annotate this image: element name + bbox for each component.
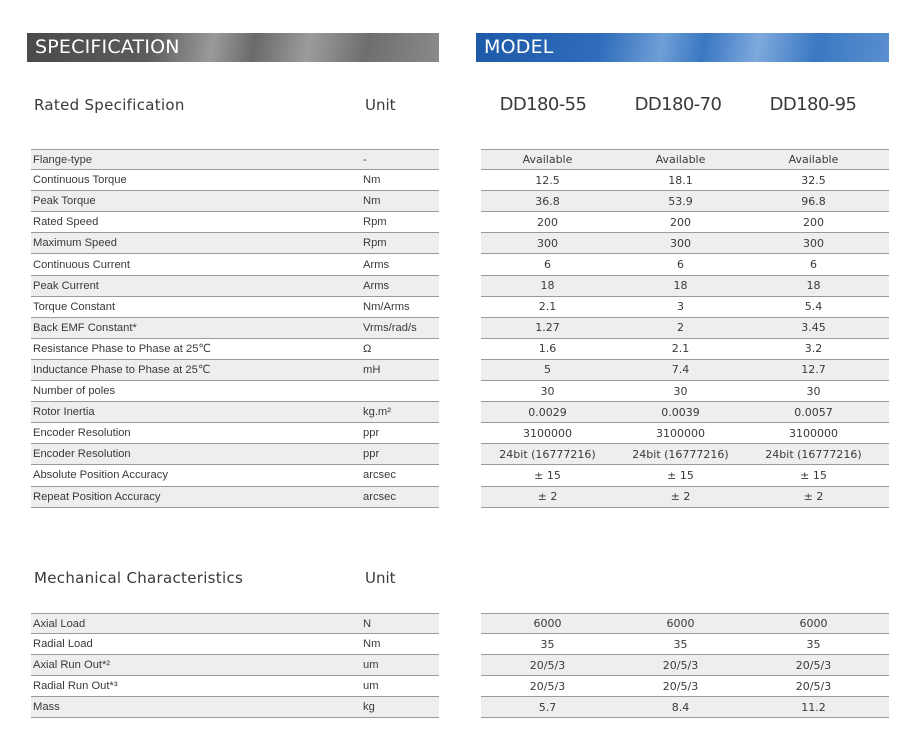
value-cell: 3.45 [801,321,826,335]
value-cell: 200 [803,215,824,229]
value-cell: 11.2 [801,700,826,714]
value-cell: 6000 [533,617,562,631]
table-row [481,297,889,318]
row-label: Back EMF Constant* [33,321,137,334]
model-name-1: DD180-55 [499,94,587,115]
model-header: MODEL [476,33,889,62]
value-cell: 8.4 [671,700,690,714]
value-cell: 20/5/3 [662,679,699,693]
row-label: Torque Constant [33,300,116,313]
row-unit: Ω [363,342,372,355]
model-name-2: DD180-70 [634,94,722,115]
model-name-3: DD180-95 [769,94,857,115]
value-cell: 20/5/3 [795,679,832,693]
value-cell: 7.4 [671,363,690,377]
table-row [31,212,439,233]
mechanical-unit-title: Unit [365,569,396,587]
value-cell: ± 2 [537,490,558,504]
mechanical-table [31,613,439,718]
row-unit: um [363,659,379,672]
value-cell: 20/5/3 [529,679,566,693]
row-unit: ppr [363,427,380,440]
value-cell: 2.1 [671,342,690,356]
table-row [31,254,439,275]
table-row [481,276,889,297]
value-cell: 20/5/3 [529,658,566,672]
table-row [481,676,889,697]
row-unit: ppr [363,448,380,461]
value-cell: 3 [677,300,684,314]
value-cell: 18 [673,279,688,293]
table-row [481,655,889,676]
row-unit: kg.m² [363,406,391,419]
row-unit: arcsec [363,490,396,503]
table-row [481,402,889,423]
value-cell: 5.7 [538,700,557,714]
row-unit: - [363,153,367,166]
value-cell: 30 [806,384,821,398]
row-label: Maximum Speed [33,237,117,250]
table-row [481,444,889,465]
table-row [481,254,889,275]
table-row [31,444,439,465]
value-cell: 5.4 [804,300,823,314]
table-row [31,149,439,170]
row-unit: Vrms/rad/s [363,321,417,334]
row-label: Rotor Inertia [33,406,95,419]
table-row [481,613,889,634]
table-row [481,634,889,655]
row-unit: kg [363,701,375,714]
value-cell: 0.0039 [661,405,700,419]
table-row [31,423,439,444]
table-row [31,339,439,360]
value-cell: 5 [544,363,551,377]
table-row [481,423,889,444]
table-row [31,697,439,718]
row-unit: mH [363,363,381,376]
table-row [31,402,439,423]
row-label: Repeat Position Accuracy [33,490,161,503]
table-row [481,487,889,508]
value-cell: 30 [673,384,688,398]
value-cell: 35 [540,637,555,651]
value-cell: 30 [540,384,555,398]
table-row [481,318,889,339]
value-cell: 12.5 [535,173,560,187]
value-cell: 200 [537,215,558,229]
value-cell: 96.8 [801,194,826,208]
rated-specification-title: Rated Specification [34,96,185,114]
value-cell: 6000 [799,617,828,631]
row-label: Continuous Current [33,258,131,271]
row-label: Continuous Torque [33,174,127,187]
value-cell: 24bit (16777216) [765,447,862,461]
value-cell: 1.27 [535,321,560,335]
value-cell: Available [788,153,839,167]
value-cell: 6 [810,258,817,272]
value-cell: 3.2 [804,342,823,356]
row-unit: arcsec [363,469,396,482]
value-cell: ± 2 [670,490,691,504]
row-label: Radial Load [33,638,93,651]
value-cell: Available [655,153,706,167]
row-label: Encoder Resolution [33,427,131,440]
table-row [31,360,439,381]
value-cell: 6 [544,258,551,272]
value-cell: 24bit (16777216) [499,447,596,461]
value-cell: 20/5/3 [795,658,832,672]
row-label: Number of poles [33,385,116,398]
value-cell: 2 [677,321,684,335]
value-cell: 35 [673,637,688,651]
table-row [481,170,889,191]
value-cell: 0.0029 [528,405,567,419]
table-row [31,487,439,508]
row-label: Encoder Resolution [33,448,131,461]
table-row [31,233,439,254]
row-label: Rated Speed [33,216,99,229]
value-cell: 6000 [666,617,695,631]
table-row [31,613,439,634]
value-cell: ± 15 [534,468,561,482]
value-cell: ± 2 [803,490,824,504]
value-cell: 53.9 [668,194,693,208]
value-cell: 35 [806,637,821,651]
table-row [481,191,889,212]
value-cell: 36.8 [535,194,560,208]
row-unit: Nm [363,195,381,208]
table-row [481,233,889,254]
row-label: Resistance Phase to Phase at 25℃ [33,343,211,356]
value-cell: 20/5/3 [662,658,699,672]
table-row [31,191,439,212]
rated-values-table [481,149,889,508]
table-row [31,655,439,676]
row-label: Radial Run Out*³ [33,680,118,693]
table-row [31,297,439,318]
row-label: Inductance Phase to Phase at 25℃ [33,364,211,377]
table-row [481,697,889,718]
table-row [31,676,439,697]
value-cell: 200 [670,215,691,229]
value-cell: 0.0057 [794,405,833,419]
row-label: Axial Load [33,617,86,630]
value-cell: ± 15 [667,468,694,482]
row-unit: Nm/Arms [363,300,410,313]
row-unit: Rpm [363,216,387,229]
table-row [31,634,439,655]
rated-spec-table [31,149,439,508]
row-unit: Arms [363,258,390,271]
row-label: Peak Current [33,279,99,292]
value-cell: 300 [670,236,691,250]
table-row [31,170,439,191]
value-cell: 2.1 [538,300,557,314]
row-unit: um [363,680,379,693]
row-label: Axial Run Out*² [33,659,111,672]
row-unit: Arms [363,279,390,292]
value-cell: 3100000 [656,426,705,440]
table-row [481,212,889,233]
table-row [481,465,889,486]
value-cell: 3100000 [789,426,838,440]
value-cell: 18.1 [668,173,693,187]
value-cell: 18 [806,279,821,293]
table-row [31,381,439,402]
value-cell: 18 [540,279,555,293]
row-unit: Nm [363,638,381,651]
specification-header: SPECIFICATION [27,33,439,62]
row-unit: N [363,617,372,630]
value-cell: 3100000 [523,426,572,440]
row-label: Flange-type [33,153,93,166]
row-label: Peak Torque [33,195,96,208]
mechanical-characteristics-title: Mechanical Characteristics [34,569,244,587]
row-unit: Nm [363,174,381,187]
table-row [481,381,889,402]
value-cell: Available [522,153,573,167]
row-label: Absolute Position Accuracy [33,469,168,482]
value-cell: 32.5 [801,173,826,187]
table-row [481,149,889,170]
value-cell: 300 [537,236,558,250]
value-cell: 6 [677,258,684,272]
value-cell: 1.6 [538,342,557,356]
value-cell: 24bit (16777216) [632,447,729,461]
value-cell: 12.7 [801,363,826,377]
value-cell: ± 15 [800,468,827,482]
table-row [481,360,889,381]
value-cell: 300 [803,236,824,250]
mechanical-values-table [481,613,889,718]
row-unit: Rpm [363,237,387,250]
table-row [31,276,439,297]
table-row [481,339,889,360]
rated-unit-title: Unit [365,96,396,114]
table-row [31,465,439,486]
table-row [31,318,439,339]
row-label: Mass [33,701,60,714]
